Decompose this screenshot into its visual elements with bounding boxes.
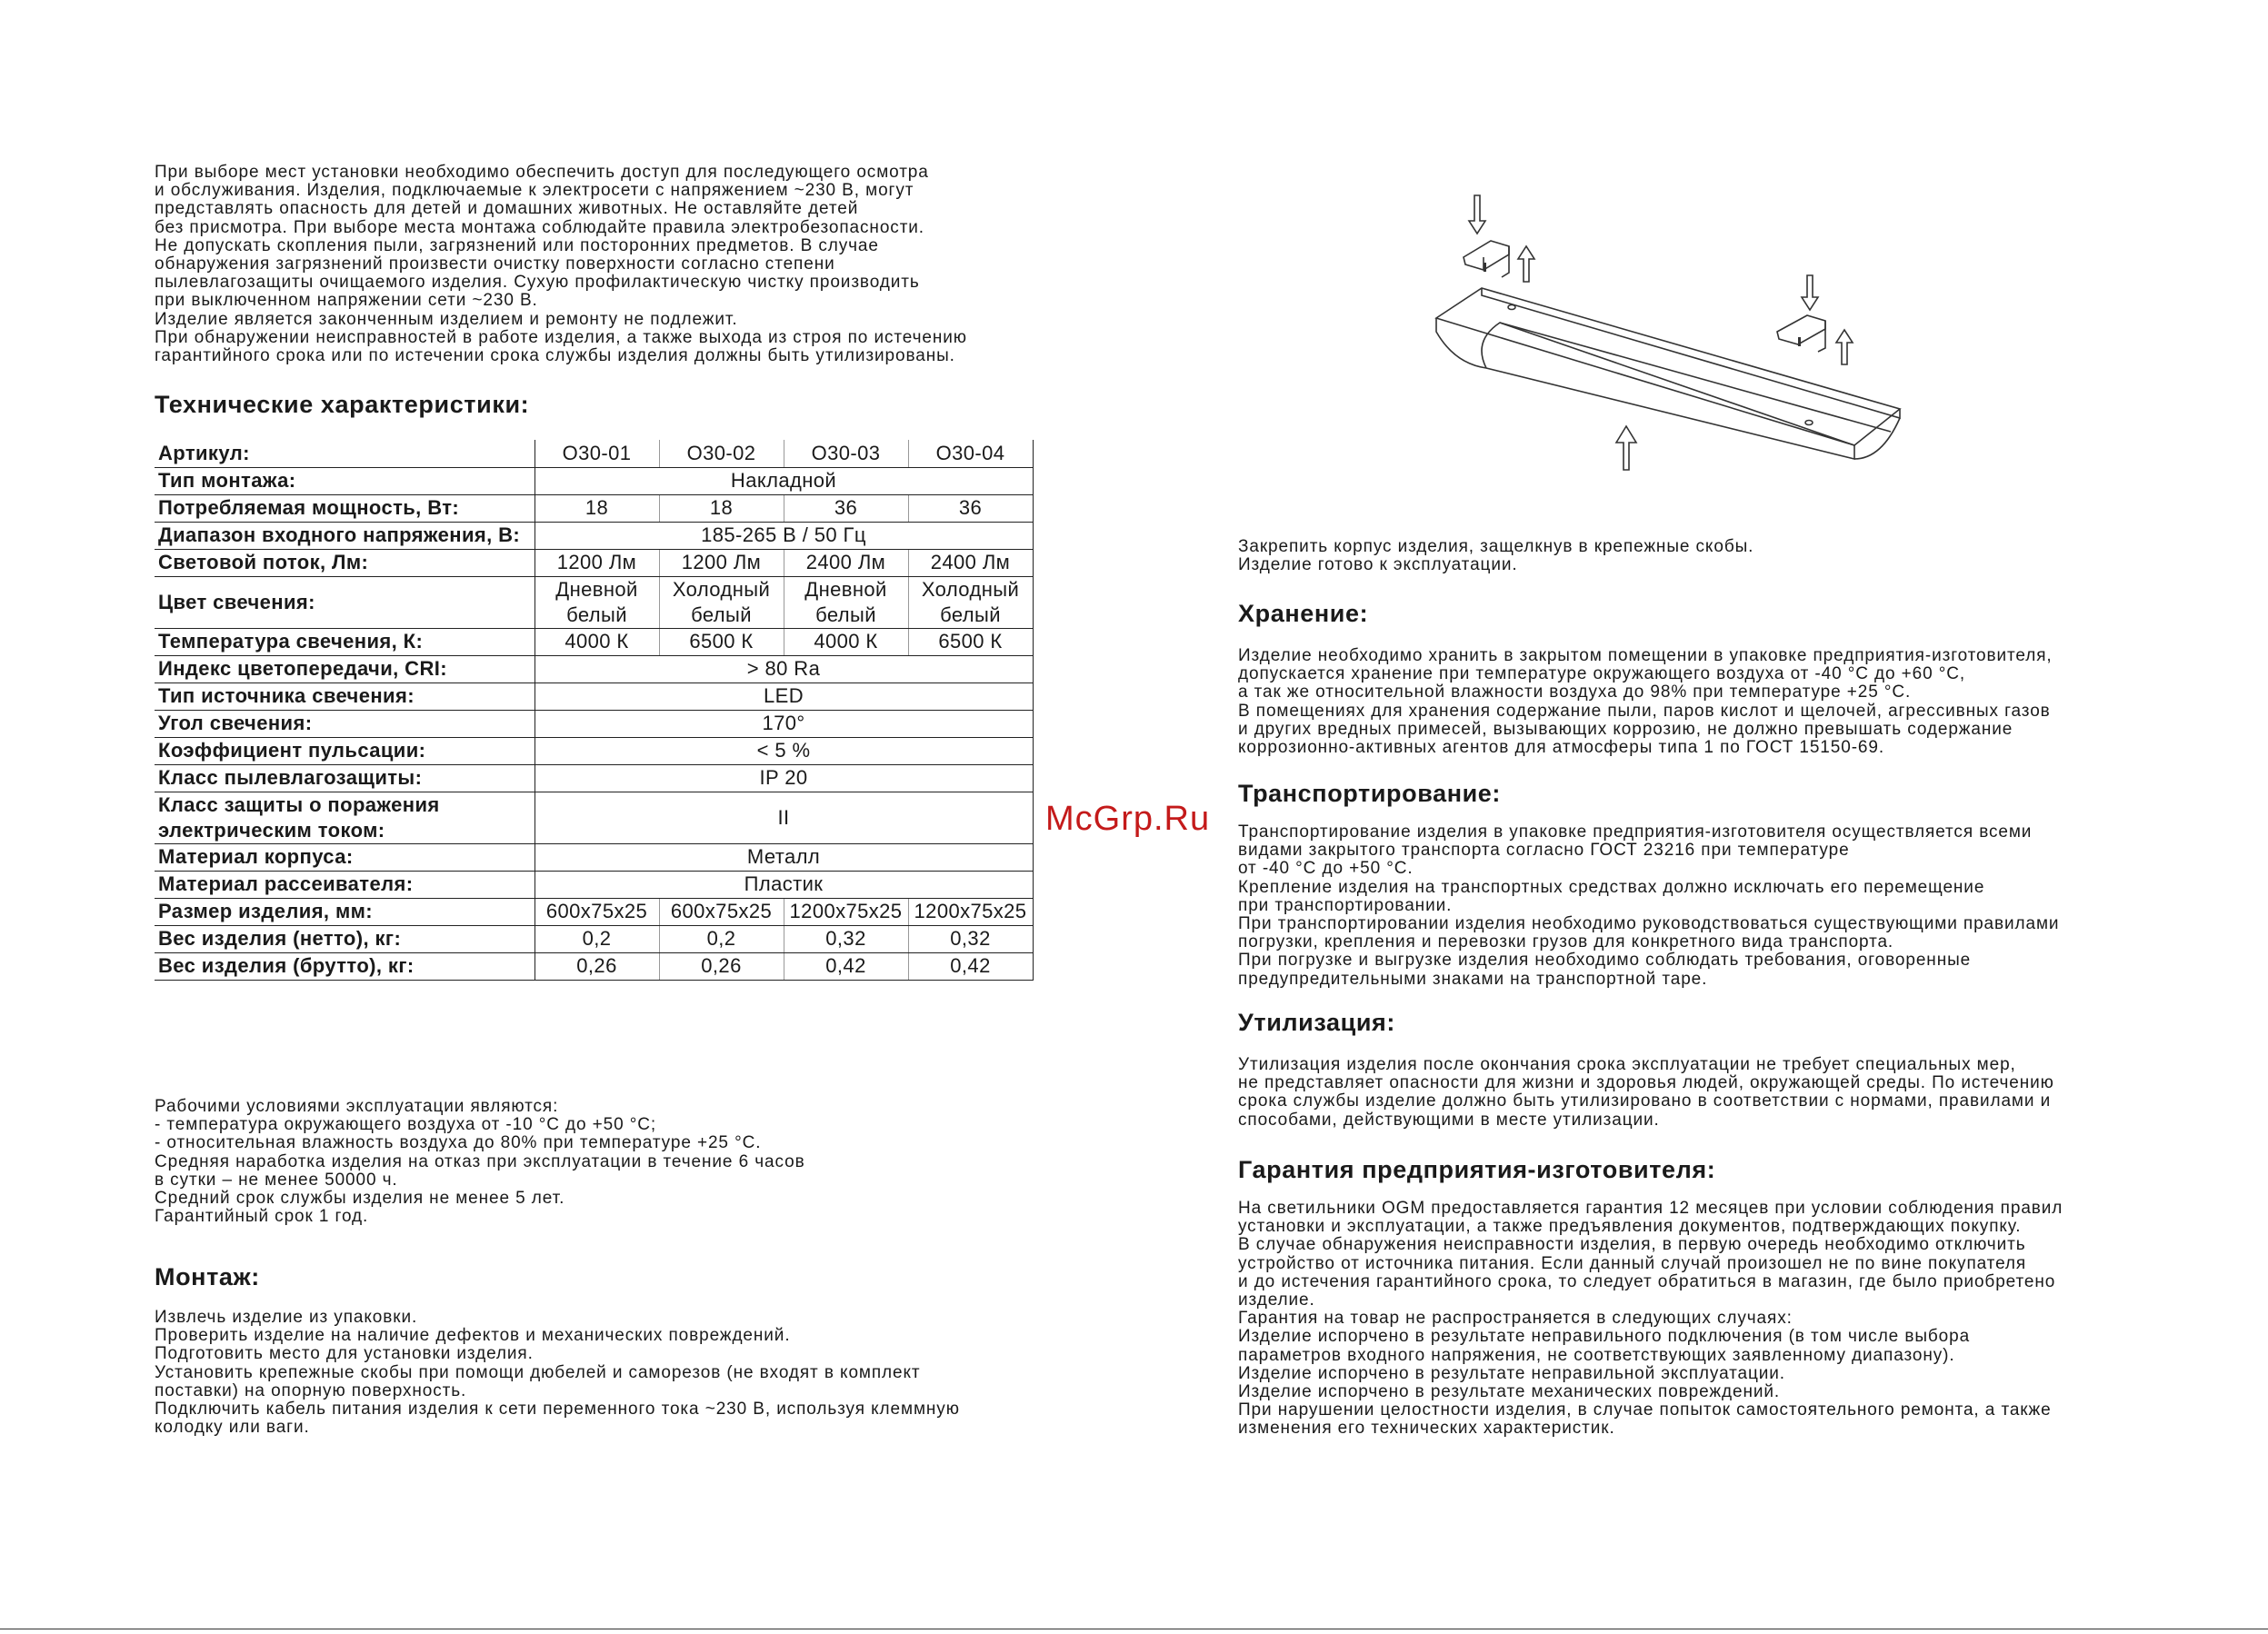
- spec-label: Класс пылевлагозащиты:: [155, 764, 535, 792]
- spec-article: O30-01: [535, 440, 659, 467]
- mounting-diagram: [1418, 186, 1927, 486]
- spec-value: Накладной: [535, 467, 1033, 494]
- spec-value: 0,42: [784, 952, 908, 980]
- spec-value: 6500 К: [659, 628, 784, 655]
- spec-row-article: [155, 440, 1033, 467]
- spec-row: [155, 710, 1033, 737]
- warranty-title: Гарантия предприятия-изготовителя:: [1238, 1156, 1716, 1183]
- conditions-text: Рабочими условиями эксплуатации являются: - температура окружающего воздуха от -10 °С до +50 °С; - относительная влажность воздуха до 80% при температуре +25 °С. Средняя наработка изделия на отказ при эксплуатации в течение 6 часов в сутки – не менее 50000 ч. Средний срок службы изделия не менее 5 лет. Гарантийный срок 1 год.: [155, 1097, 805, 1227]
- spec-value: 0,26: [535, 952, 659, 980]
- spec-value: 1200x75x25: [784, 898, 908, 925]
- spec-row: [155, 549, 1033, 576]
- arrow-up-left: [1518, 246, 1534, 282]
- spec-row: [155, 494, 1033, 522]
- storage-title: Хранение:: [1238, 600, 1369, 627]
- spec-label: Цвет свечения:: [155, 576, 535, 628]
- spec-row: [155, 925, 1033, 952]
- arrow-down-left: [1469, 195, 1485, 234]
- warranty-text: На светильники OGM предоставляется гарантия 12 месяцев при условии соблюдения правил установки и эксплуатации, а также предъявления документов, подтверждающих покупку. В случае обнаружения неисправности изделия, в первую очередь необходимо отключить устройство от источника питания. Если данный случай произошел не по вине покупателя и до истечения гарантийного срока, то следует обратиться в магазин, где было приобретено изделие. Гарантия на товар не распространяется в следующих случаях: Изделие испорчено в результате неправильного подключения (в том числе выбора параметров входного напряжения, не соответствующих заявленному диапазону). Изделие испорчено в результате неправильной эксплуатации. Изделие испорчено в результате механических повреждений. При нарушении целостности изделия, в случае попыток самостоятельного ремонта, а также изменения его технических характеристик.: [1238, 1199, 2063, 1439]
- spec-row: [155, 628, 1033, 655]
- spec-label: Диапазон входного напряжения, В:: [155, 522, 535, 549]
- spec-value: LED: [535, 682, 1033, 710]
- spec-row: [155, 737, 1033, 764]
- spec-value: 185-265 В / 50 Гц: [535, 522, 1033, 549]
- spec-row: [155, 871, 1033, 898]
- transport-title: Транспортирование:: [1238, 780, 1502, 807]
- spec-value: 0,26: [659, 952, 784, 980]
- storage-text: Изделие необходимо хранить в закрытом помещении в упаковке предприятия-изготовителя, допускается хранение при температуре окружающего воздуха от -40 °С до +60 °С, а так же относительной влажности воздуха до 98% при температуре +25 °С. В помещениях для хранения содержание пыли, паров кислот и щелочей, агрессивных газов и других вредных примесей, вызывающих коррозию, не должно превышать содержание коррозионно-активных агентов для атмосферы типа 1 по ГОСТ 15150-69.: [1238, 646, 2053, 758]
- spec-value: < 5 %: [535, 737, 1033, 764]
- spec-label: Тип источника свечения:: [155, 682, 535, 710]
- spec-value: Пластик: [535, 871, 1033, 898]
- arrow-up-right: [1836, 330, 1853, 364]
- spec-value: 18: [659, 494, 784, 522]
- spec-label: Коэффициент пульсации:: [155, 737, 535, 764]
- spec-label: Материал рассеивателя:: [155, 871, 535, 898]
- spec-value: 4000 К: [535, 628, 659, 655]
- spec-label: Вес изделия (нетто), кг:: [155, 925, 535, 952]
- mount-title: Монтаж:: [155, 1263, 260, 1290]
- luminaire-body: [1436, 288, 1900, 445]
- spec-row: [155, 792, 1033, 843]
- spec-value: II: [535, 792, 1033, 843]
- spec-value: IP 20: [535, 764, 1033, 792]
- spec-value: 0,32: [784, 925, 908, 952]
- watermark: McGrp.Ru: [1045, 800, 1211, 838]
- spec-label: Световой поток, Лм:: [155, 549, 535, 576]
- spec-row: [155, 522, 1033, 549]
- spec-value: 0,2: [659, 925, 784, 952]
- spec-label: Тип монтажа:: [155, 467, 535, 494]
- spec-value: Дневной белый: [535, 576, 659, 628]
- spec-value: 1200 Лм: [535, 549, 659, 576]
- fix-text: Закрепить корпус изделия, защелкнув в крепежные скобы. Изделие готово к эксплуатации.: [1238, 537, 1754, 575]
- spec-article: O30-03: [784, 440, 908, 467]
- spec-value: 36: [784, 494, 908, 522]
- spec-label: Материал корпуса:: [155, 843, 535, 871]
- spec-row: [155, 576, 1033, 628]
- spec-row: [155, 898, 1033, 925]
- spec-value: 6500 К: [908, 628, 1033, 655]
- spec-value: 0,32: [908, 925, 1033, 952]
- spec-value: 2400 Лм: [784, 549, 908, 576]
- spec-label: Потребляемая мощность, Вт:: [155, 494, 535, 522]
- spec-value: 170°: [535, 710, 1033, 737]
- spec-value: 600x75x25: [659, 898, 784, 925]
- spec-value: 0,2: [535, 925, 659, 952]
- spec-row: [155, 467, 1033, 494]
- spec-value: 36: [908, 494, 1033, 522]
- bracket-right: [1777, 315, 1825, 344]
- spec-label: Индекс цветопередачи, CRI:: [155, 655, 535, 682]
- spec-label: Размер изделия, мм:: [155, 898, 535, 925]
- spec-value: 4000 К: [784, 628, 908, 655]
- spec-row: [155, 764, 1033, 792]
- spec-label: Артикул:: [155, 440, 535, 467]
- spec-value: 0,42: [908, 952, 1033, 980]
- spec-article: O30-04: [908, 440, 1033, 467]
- spec-article: O30-02: [659, 440, 784, 467]
- spec-value: Металл: [535, 843, 1033, 871]
- mount-text: Извлечь изделие из упаковки. Проверить изделие на наличие дефектов и механических повреждений. Подготовить место для установки изделия. Установить крепежные скобы при помощи дюбелей и саморезов (не входят в комплект поставки) на опорную поверхность. Подключить кабель питания изделия к сети переменного тока ~230 В, используя клеммную колодку или ваги.: [155, 1308, 960, 1438]
- arrow-down-right: [1802, 275, 1818, 310]
- spec-label: Вес изделия (брутто), кг:: [155, 952, 535, 980]
- disposal-text: Утилизация изделия после окончания срока эксплуатации не требует специальных мер, не представляет опасности для жизни и здоровья людей, окружающей среды. По истечению срока службы изделие должно быть утилизировано в соответствии с нормами, правилами и способами, действующими в месте утилизации.: [1238, 1055, 2054, 1130]
- spec-label: Класс защиты о поражения электрическим током:: [155, 792, 535, 843]
- spec-table: [155, 440, 1034, 981]
- spec-value: 600x75x25: [535, 898, 659, 925]
- spec-row: [155, 843, 1033, 871]
- spec-value: 18: [535, 494, 659, 522]
- spec-value: Дневной белый: [784, 576, 908, 628]
- spec-value: 1200 Лм: [659, 549, 784, 576]
- arrow-up-bottom: [1616, 426, 1636, 470]
- spec-label: Температура свечения, К:: [155, 628, 535, 655]
- disposal-title: Утилизация:: [1238, 1009, 1395, 1036]
- spec-row: [155, 655, 1033, 682]
- spec-row: [155, 952, 1033, 980]
- spec-value: 1200x75x25: [908, 898, 1033, 925]
- spec-row: [155, 682, 1033, 710]
- spec-title: Технические характеристики:: [155, 391, 530, 418]
- spec-value: Холодный белый: [908, 576, 1033, 628]
- spec-value: 2400 Лм: [908, 549, 1033, 576]
- spec-value: Холодный белый: [659, 576, 784, 628]
- transport-text: Транспортирование изделия в упаковке предприятия-изготовителя осуществляется всеми видами закрытого транспорта согласно ГОСТ 23216 при температуре от -40 °С до +50 °С. Крепление изделия на транспортных средствах должно исключать его перемещение при транспортировании. При транспортировании изделия необходимо руководствоваться существующими правилами погрузки, крепления и перевозки грузов для конкретного вида транспорта. При погрузке и выгрузке изделия необходимо соблюдать требования, оговоренные предупредительными знаками на транспортной таре.: [1238, 822, 2060, 989]
- intro-text: При выборе мест установки необходимо обеспечить доступ для последующего осмотра и обслуживания. Изделия, подключаемые к электросети с напряжением ~230 В, могут представлять опасность для детей и домашних животных. Не оставляйте детей без присмотра. При выборе места монтажа соблюдайте правила электробезопасности. Не допускать скопления пыли, загрязнений или посторонних предметов. В случае обнаружения загрязнений произвести очистку поверхности согласно степени пылевлагозащиты очищаемого изделия. Сухую профилактическую чистку производить при выключенном напряжении сети ~230 В. Изделие является законченным изделием и ремонту не подлежит. При обнаружении неисправностей в работе изделия, а также выхода из строя по истечению гарантийного срока или по истечении срока службы изделия должны быть утилизированы.: [155, 163, 967, 366]
- spec-value: > 80 Ra: [535, 655, 1033, 682]
- spec-label: Угол свечения:: [155, 710, 535, 737]
